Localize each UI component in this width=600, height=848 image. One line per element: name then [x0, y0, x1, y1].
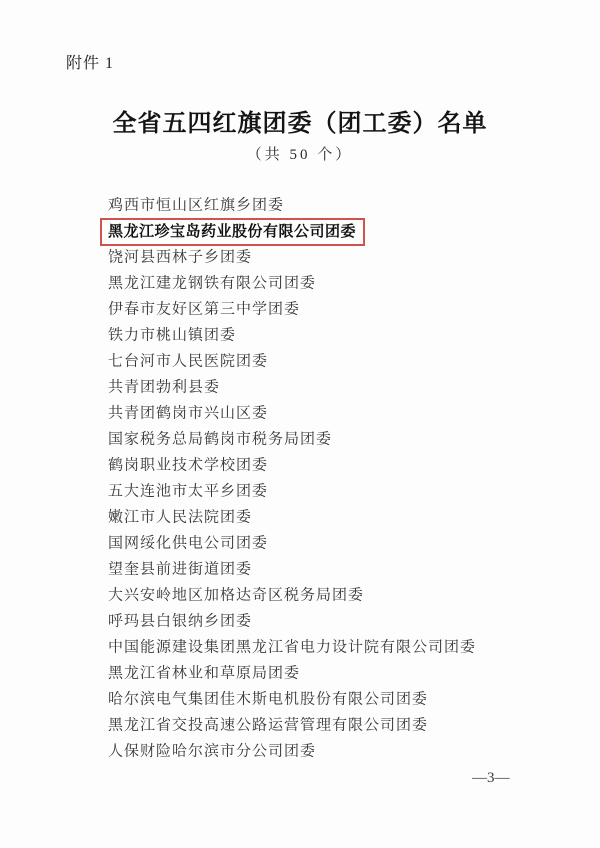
list-item	[108, 192, 570, 218]
list-item	[108, 686, 570, 712]
org-name: 大兴安岭地区加格达奇区税务局团委	[108, 587, 365, 604]
attachment-label: 附件 1	[66, 55, 115, 72]
list-item	[108, 426, 570, 452]
list-item	[108, 608, 570, 634]
org-name: 国网绥化供电公司团委	[108, 535, 269, 552]
org-name: 共青团鹤岗市兴山区委	[108, 405, 269, 422]
org-name: 国家税务总局鹤岗市税务局团委	[108, 431, 333, 448]
list-item	[108, 244, 570, 270]
list-item	[108, 478, 570, 504]
org-name: 望奎县前进街道团委	[108, 561, 253, 578]
org-name: 人保财险哈尔滨市分公司团委	[108, 743, 317, 760]
list-item	[108, 322, 570, 348]
list-item	[108, 530, 570, 556]
org-name: 嫩江市人民法院团委	[108, 509, 253, 526]
list-item	[108, 712, 570, 738]
list-item	[108, 660, 570, 686]
org-name: 黑龙江省交投高速公路运营管理有限公司团委	[108, 717, 429, 734]
org-name: 中国能源建设集团黑龙江省电力设计院有限公司团委	[108, 639, 477, 656]
list-item	[108, 504, 570, 530]
org-list	[108, 192, 570, 764]
page-number: —3—	[472, 770, 510, 786]
list-item	[108, 738, 570, 764]
page-subtitle: （共 50 个）	[246, 147, 354, 163]
list-item	[108, 452, 570, 478]
org-name: 伊春市友好区第三中学团委	[108, 301, 301, 318]
org-name: 五大连池市太平乡团委	[108, 483, 269, 500]
org-name: 呼玛县白银纳乡团委	[108, 613, 253, 630]
list-item	[108, 374, 570, 400]
org-name: 黑龙江珍宝岛药业股份有限公司团委	[100, 218, 365, 246]
list-item	[108, 582, 570, 608]
org-name: 七台河市人民医院团委	[108, 353, 269, 370]
org-name: 哈尔滨电气集团佳木斯电机股份有限公司团委	[108, 691, 429, 708]
list-item	[108, 400, 570, 426]
list-item	[108, 556, 570, 582]
org-name: 鸡西市恒山区红旗乡团委	[108, 197, 285, 214]
page-title: 全省五四红旗团委（团工委）名单	[112, 111, 488, 137]
org-name: 饶河县西林子乡团委	[108, 249, 253, 266]
org-name: 鹤岗职业技术学校团委	[108, 457, 269, 474]
list-item	[108, 348, 570, 374]
org-name: 铁力市桃山镇团委	[108, 327, 237, 344]
list-item	[108, 270, 570, 296]
list-item	[108, 634, 570, 660]
list-item	[108, 218, 570, 244]
org-name: 黑龙江省林业和草原局团委	[108, 665, 301, 682]
org-name: 共青团勃利县委	[108, 379, 221, 396]
list-item	[108, 296, 570, 322]
org-name: 黑龙江建龙钢铁有限公司团委	[108, 275, 317, 292]
